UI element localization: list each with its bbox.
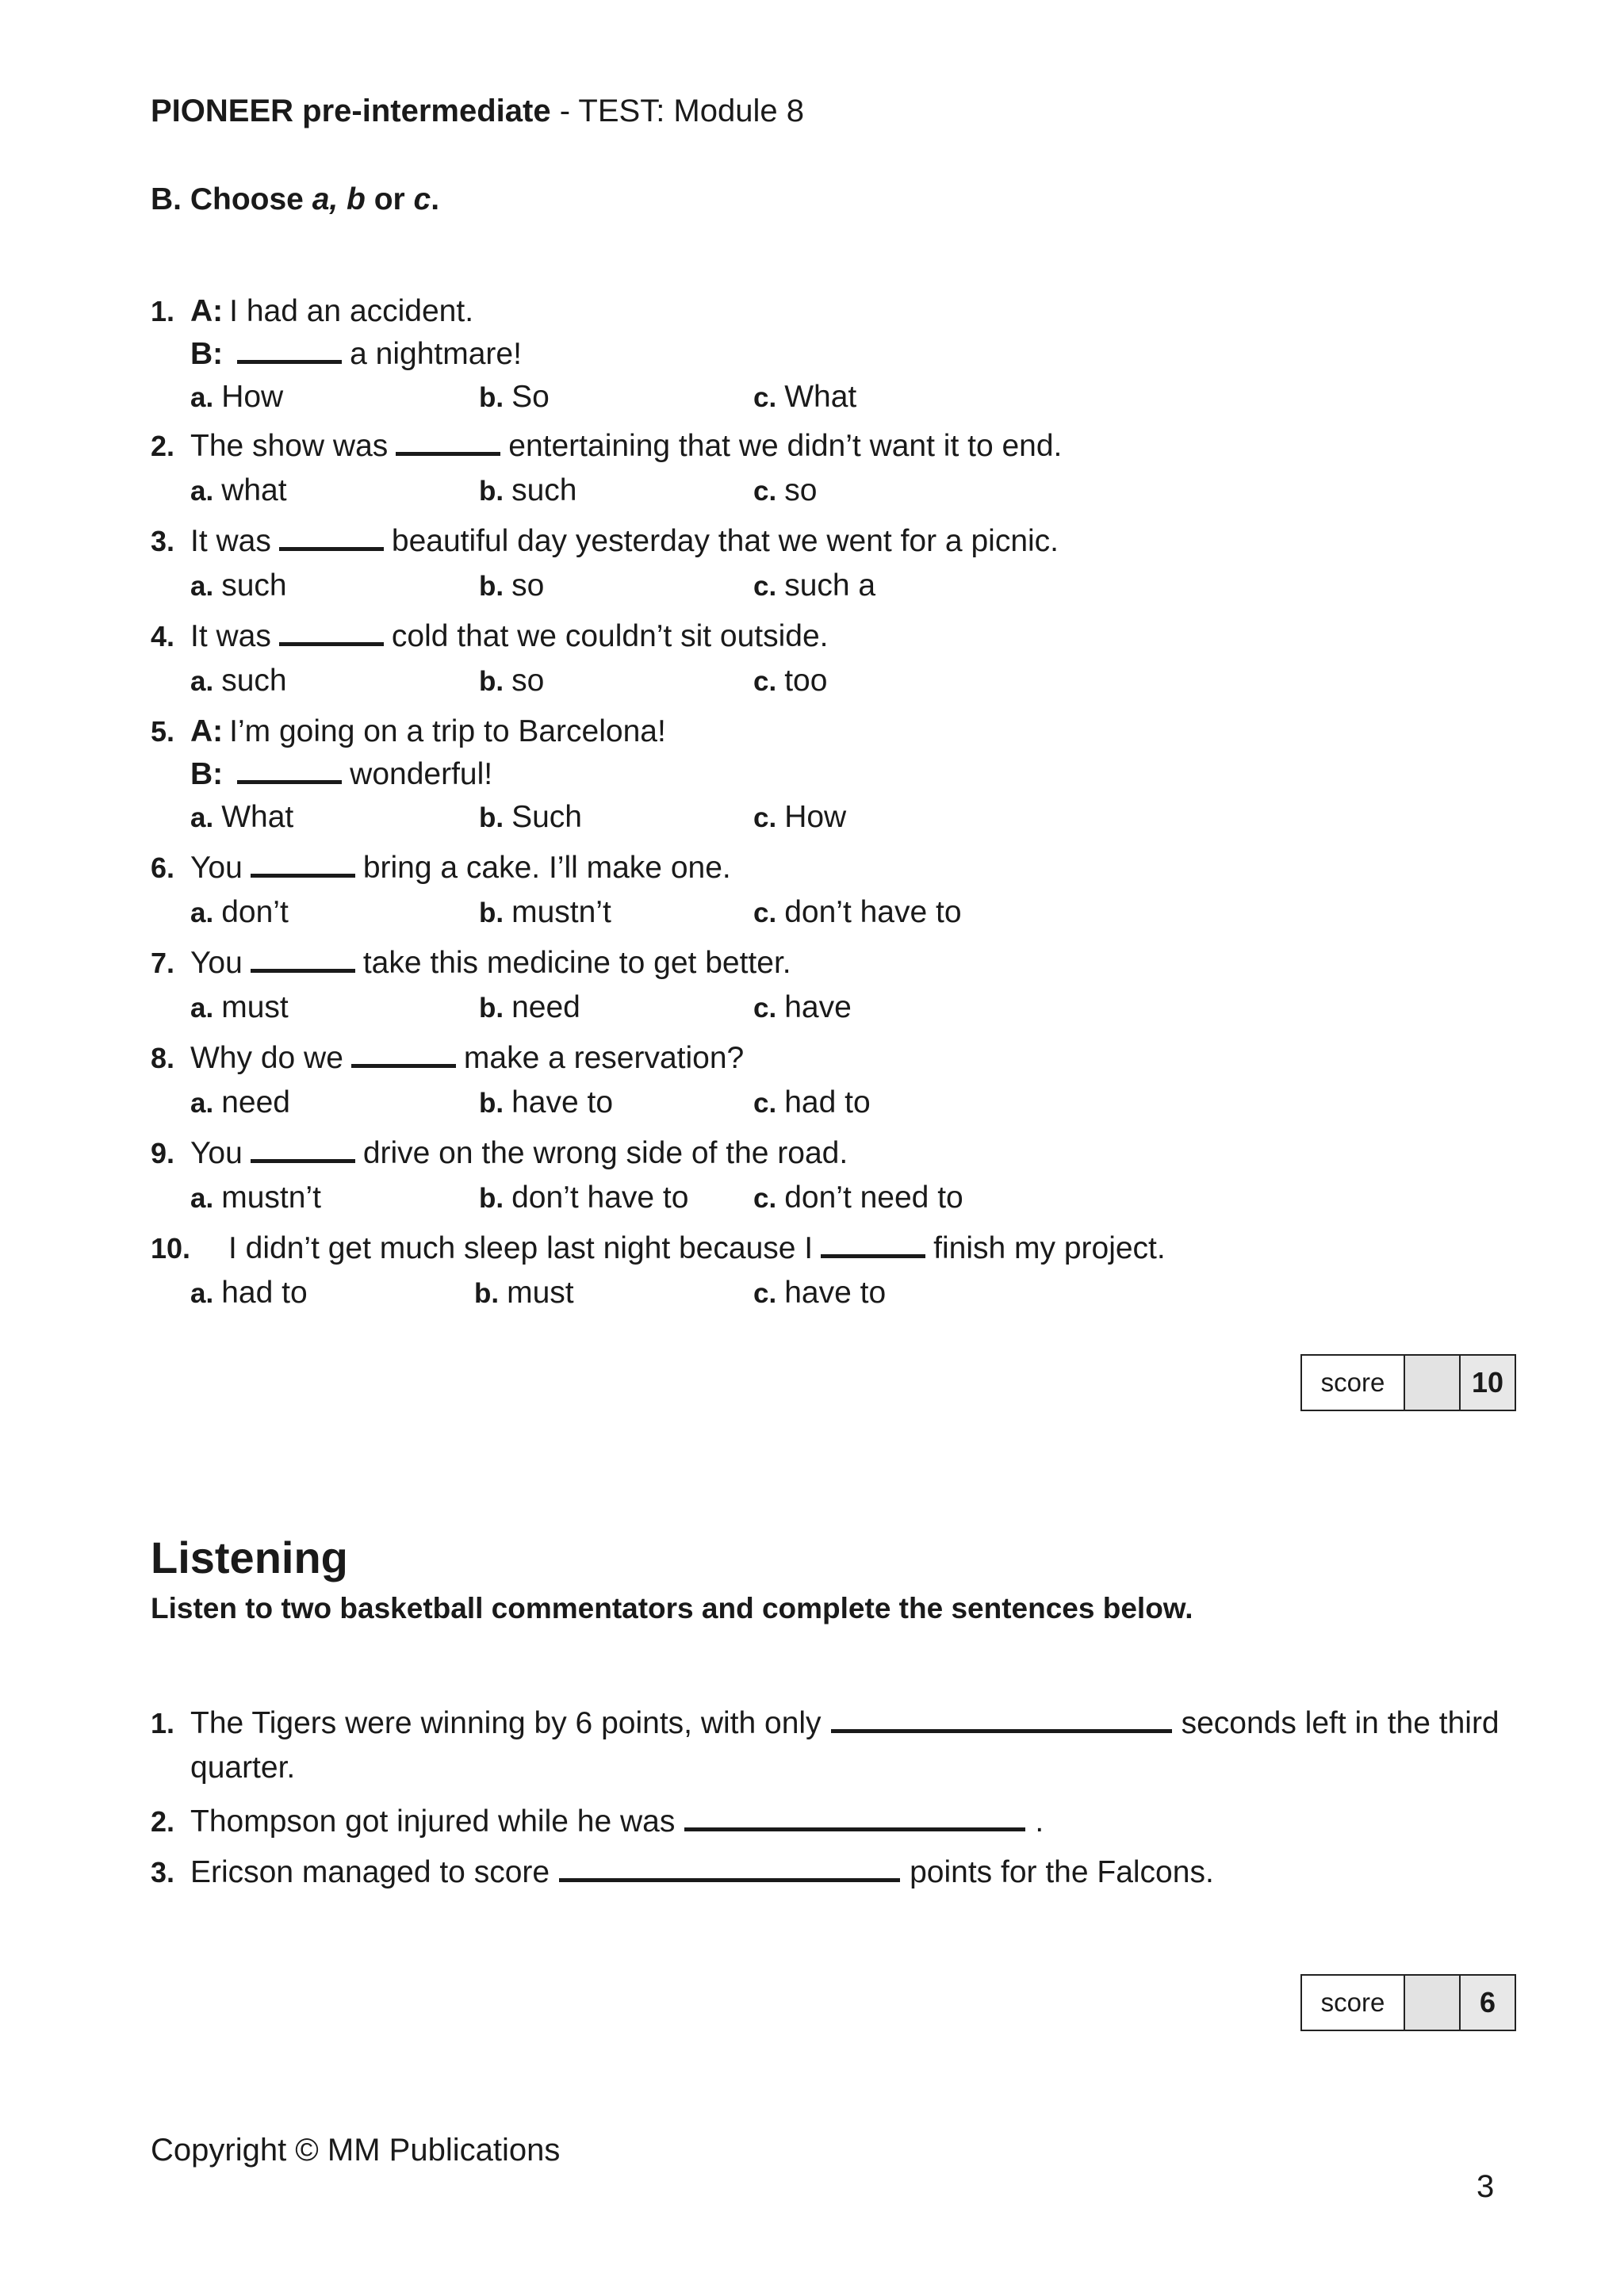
option-letter: b. — [479, 993, 504, 1024]
score-label: score — [1320, 1988, 1385, 2017]
option-b[interactable] — [479, 1081, 613, 1125]
item-text — [190, 1701, 1515, 1790]
option-text: don’t have to — [511, 1181, 689, 1215]
option-a[interactable] — [190, 660, 287, 703]
answer-blank[interactable] — [821, 1230, 925, 1258]
option-text: What — [784, 380, 857, 414]
option-c[interactable] — [753, 1177, 963, 1220]
option-letter: a. — [190, 897, 214, 928]
score-box-listening — [1300, 1974, 1516, 2031]
score-max-points: 6 — [1461, 1976, 1515, 2030]
text-after: points for the Falcons. — [910, 1855, 1214, 1889]
text-after: finish my project. — [933, 1231, 1166, 1265]
text-before: Ericson managed to score — [190, 1855, 550, 1889]
question-text — [190, 425, 1062, 468]
option-text: had to — [784, 1085, 871, 1119]
text-after: beautiful day yesterday that we went for a picnic. — [391, 524, 1059, 558]
option-b[interactable] — [479, 1177, 688, 1220]
question-number: 2. — [151, 430, 175, 462]
answer-blank[interactable] — [251, 945, 355, 973]
option-text: need — [221, 1085, 290, 1119]
speaker-a-line: I’m going on a trip to Barcelona! — [229, 714, 666, 748]
text-before: I didn’t get much sleep last night because I — [228, 1231, 814, 1265]
option-letter: b. — [479, 1088, 504, 1119]
section-b-instruction — [151, 182, 439, 217]
question-number: 9. — [151, 1137, 175, 1169]
text-after: make a reservation? — [463, 1041, 745, 1075]
text-before: You — [190, 1136, 243, 1170]
answer-blank[interactable] — [831, 1705, 1172, 1733]
text-after: entertaining that we didn’t want it to end. — [508, 429, 1063, 463]
option-a[interactable] — [190, 376, 283, 419]
section-b-label: B. Choose — [151, 182, 312, 216]
option-text: Such — [511, 800, 583, 834]
option-c[interactable] — [753, 986, 852, 1030]
option-text: so — [784, 473, 818, 507]
question-line-2 — [190, 753, 492, 796]
speaker-b-line: wonderful! — [350, 757, 493, 791]
option-text: must — [221, 990, 289, 1024]
option-a[interactable] — [190, 796, 293, 840]
page-number: 3 — [1477, 2169, 1495, 2204]
option-a[interactable] — [190, 986, 289, 1030]
option-text: must — [507, 1276, 574, 1310]
text-before: Thompson got injured while he was — [190, 1804, 676, 1839]
option-text: have to — [784, 1276, 887, 1310]
option-b[interactable] — [479, 986, 580, 1030]
text-after: take this medicine to get better. — [362, 946, 791, 980]
question-number: 5. — [151, 715, 175, 748]
option-letter: a. — [190, 666, 214, 697]
option-text: had to — [221, 1276, 308, 1310]
question-number: 7. — [151, 947, 175, 979]
answer-blank[interactable] — [559, 1854, 900, 1882]
listening-instruction: Listen to two basketball commentators and complete the sentences below. — [151, 1592, 1193, 1624]
item-number: 3. — [151, 1856, 175, 1888]
option-letter: a. — [190, 1088, 214, 1119]
question-number: 8. — [151, 1042, 175, 1074]
text-before: Why do we — [190, 1041, 343, 1075]
option-c[interactable] — [753, 1272, 886, 1315]
question-text — [228, 1227, 1166, 1270]
option-letter: c. — [753, 382, 777, 413]
text-before: You — [190, 946, 243, 980]
section-b-or: or — [365, 182, 414, 216]
option-b[interactable] — [479, 564, 544, 608]
option-letter: a. — [190, 993, 214, 1024]
answer-blank[interactable] — [237, 336, 342, 364]
answer-blank[interactable] — [251, 850, 355, 878]
option-c[interactable] — [753, 1081, 871, 1125]
item-text — [190, 1800, 1515, 1844]
question-text — [190, 520, 1059, 563]
option-text: How — [221, 380, 284, 414]
speaker-a-label: A: — [190, 294, 224, 328]
option-text: have — [784, 990, 852, 1024]
option-text: such a — [784, 568, 876, 603]
option-letter: b. — [479, 382, 504, 413]
option-letter: c. — [753, 571, 777, 602]
option-letter: b. — [479, 476, 504, 507]
speaker-b-line: a nightmare! — [350, 337, 522, 371]
option-c[interactable] — [753, 891, 962, 935]
answer-blank[interactable] — [279, 523, 384, 551]
option-c[interactable] — [753, 469, 817, 513]
option-text: How — [784, 800, 847, 834]
option-letter: a. — [190, 1278, 214, 1309]
option-text: So — [511, 380, 550, 414]
option-text: too — [784, 664, 828, 698]
text-after: seconds left in the third quarter. — [190, 1706, 1500, 1785]
speaker-b-label: B: — [190, 757, 224, 791]
text-after: cold that we couldn’t sit outside. — [391, 619, 829, 653]
test-title: - TEST: Module 8 — [550, 94, 804, 128]
text-before: The Tigers were winning by 6 points, with only — [190, 1706, 822, 1740]
answer-blank[interactable] — [351, 1040, 456, 1068]
option-a[interactable] — [190, 891, 289, 935]
option-letter: b. — [479, 897, 504, 928]
question-text — [190, 942, 791, 985]
option-b[interactable] — [479, 376, 550, 419]
score-max-points: 10 — [1461, 1356, 1515, 1410]
question-text — [190, 1037, 744, 1080]
option-a[interactable] — [190, 1272, 308, 1315]
option-letter: a. — [190, 802, 214, 833]
option-a[interactable] — [190, 1081, 290, 1125]
answer-blank[interactable] — [684, 1804, 1025, 1831]
score-input-cell[interactable] — [1404, 1976, 1461, 2030]
text-before: You — [190, 851, 243, 885]
option-letter: a. — [190, 382, 214, 413]
option-letter: b. — [479, 666, 504, 697]
speaker-b-label: B: — [190, 337, 224, 371]
option-b[interactable] — [479, 660, 544, 703]
option-letter: c. — [753, 993, 777, 1024]
option-b[interactable] — [479, 796, 582, 840]
text-before: It was — [190, 619, 271, 653]
option-a[interactable] — [190, 469, 287, 513]
listening-heading: Listening — [151, 1533, 348, 1582]
question-number: 10. — [151, 1232, 191, 1265]
option-text: such — [511, 473, 577, 507]
section-b-option-c: c — [413, 182, 431, 216]
option-b[interactable] — [474, 1272, 574, 1315]
option-letter: a. — [190, 476, 214, 507]
answer-blank[interactable] — [237, 756, 342, 784]
page-header — [151, 94, 804, 129]
option-letter: b. — [479, 802, 504, 833]
question-text — [190, 1132, 848, 1175]
option-text: mustn’t — [511, 895, 611, 929]
question-number: 3. — [151, 525, 175, 557]
option-letter: c. — [753, 1278, 777, 1309]
option-letter: c. — [753, 1088, 777, 1119]
option-text: such — [221, 664, 287, 698]
option-letter: c. — [753, 666, 777, 697]
option-text: don’t need to — [784, 1181, 963, 1215]
option-letter: c. — [753, 802, 777, 833]
text-after: bring a cake. I’ll make one. — [362, 851, 731, 885]
score-box-section-b — [1300, 1354, 1516, 1411]
option-text: have to — [511, 1085, 614, 1119]
question-line-2 — [190, 333, 522, 376]
copyright-notice: Copyright © MM Publications — [151, 2133, 561, 2168]
section-b-options-ab: a, b — [312, 182, 366, 216]
option-a[interactable] — [190, 564, 287, 608]
section-b-end: . — [431, 182, 440, 216]
option-letter: c. — [753, 1183, 777, 1214]
option-text: don’t have to — [784, 895, 962, 929]
option-a[interactable] — [190, 1177, 321, 1220]
question-number: 1. — [151, 295, 175, 327]
option-c[interactable] — [753, 660, 827, 703]
question-number: 6. — [151, 851, 175, 884]
text-after: drive on the wrong side of the road. — [362, 1136, 848, 1170]
question-text — [190, 710, 666, 753]
score-label: score — [1320, 1368, 1385, 1397]
question-text — [190, 615, 829, 658]
text-before: It was — [190, 524, 271, 558]
speaker-a-line: I had an accident. — [229, 294, 474, 328]
option-text: What — [221, 800, 294, 834]
option-letter: a. — [190, 1183, 214, 1214]
option-text: don’t — [221, 895, 289, 929]
option-letter: a. — [190, 571, 214, 602]
speaker-a-label: A: — [190, 714, 224, 748]
text-before: The show was — [190, 429, 389, 463]
item-number: 1. — [151, 1707, 175, 1739]
option-text: what — [221, 473, 287, 507]
question-number: 4. — [151, 620, 175, 652]
option-letter: b. — [479, 1183, 504, 1214]
option-letter: b. — [474, 1278, 500, 1309]
option-text: so — [511, 568, 545, 603]
course-title: PIONEER pre-intermediate — [151, 94, 551, 128]
text-after: . — [1035, 1804, 1044, 1839]
answer-blank[interactable] — [396, 428, 500, 456]
option-letter: b. — [479, 571, 504, 602]
option-c[interactable] — [753, 564, 875, 608]
option-text: need — [511, 990, 580, 1024]
question-text — [190, 847, 731, 890]
score-input-cell[interactable] — [1404, 1356, 1461, 1410]
answer-blank[interactable] — [279, 618, 384, 646]
option-c[interactable] — [753, 376, 856, 419]
option-text: mustn’t — [221, 1181, 321, 1215]
question-text — [190, 290, 473, 333]
item-number: 2. — [151, 1805, 175, 1838]
option-c[interactable] — [753, 796, 846, 840]
option-b[interactable] — [479, 469, 577, 513]
option-text: such — [221, 568, 287, 603]
item-text — [190, 1850, 1515, 1895]
option-letter: c. — [753, 897, 777, 928]
option-b[interactable] — [479, 891, 611, 935]
option-letter: c. — [753, 476, 777, 507]
answer-blank[interactable] — [251, 1135, 355, 1163]
option-text: so — [511, 664, 545, 698]
